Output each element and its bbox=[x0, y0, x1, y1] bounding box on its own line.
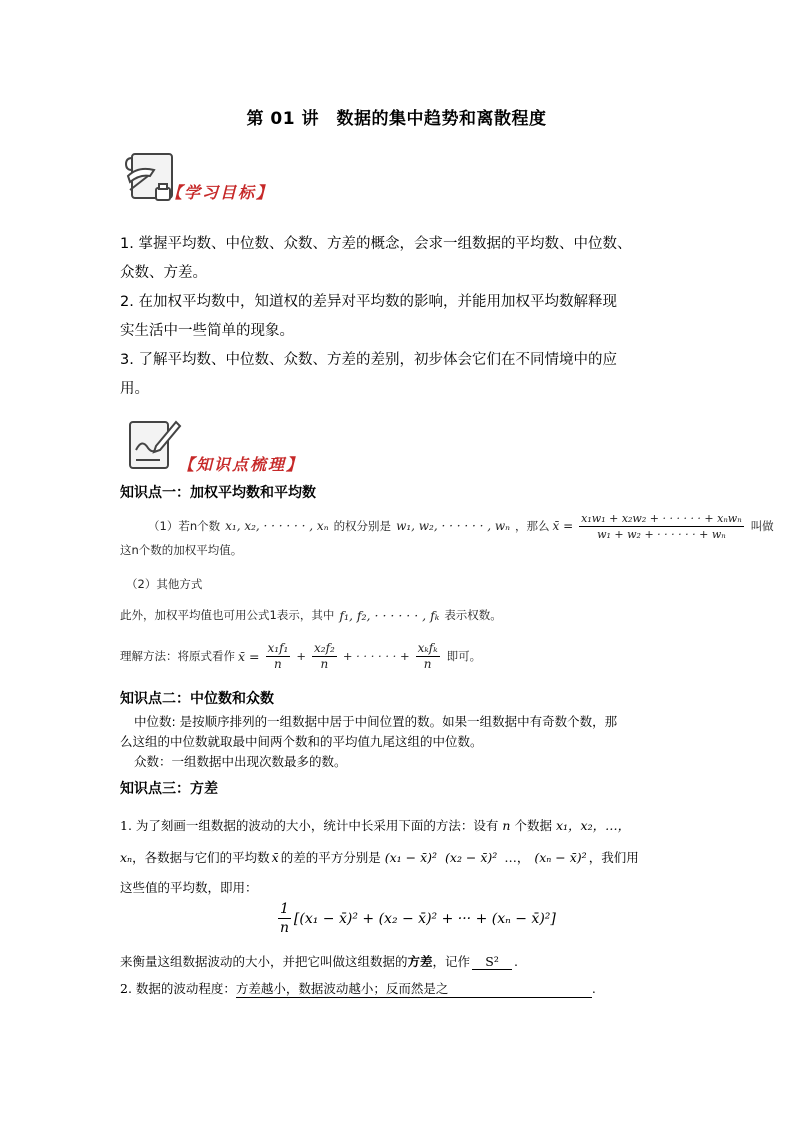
goals-banner-label: 【学习目标】 bbox=[166, 183, 275, 202]
k1-p4-num-2: x₂f₂ bbox=[313, 640, 335, 655]
k1-p1-c: ，那么 bbox=[515, 519, 550, 533]
goal-3-line-1: 3. 了解平均数、中位数、众数、方差的差别，初步体会它们在不同情境中的应 bbox=[120, 352, 617, 368]
page-title: 第 01 讲 数据的集中趋势和离散程度 bbox=[246, 109, 547, 129]
k3-l1-b: 个数据 bbox=[514, 818, 552, 833]
k1-p4-frac-3 bbox=[416, 641, 440, 672]
k3-line-5 bbox=[120, 979, 596, 998]
k1-p1-a: （1）若n个数 bbox=[148, 519, 221, 533]
k3-l2-xbar: x̄ bbox=[271, 850, 279, 865]
k3-l4-c: ，记作 bbox=[432, 954, 471, 969]
k3-l1-n: n bbox=[502, 818, 511, 833]
k2-line-2: 么这组的中位数就取最中间两个数和的平均值九尾这组的中位数。 bbox=[120, 734, 483, 749]
k1-para-4 bbox=[120, 638, 481, 674]
k3-l5-a: 2. 数据的波动程度： bbox=[120, 981, 236, 996]
k1-p3-b: 表示权数。 bbox=[444, 608, 502, 622]
notepad-pen-icon bbox=[126, 416, 182, 472]
k2-heading: 知识点二：中位数和众数 bbox=[120, 691, 274, 707]
k3-l1-c: x₁，x₂，…， bbox=[555, 818, 631, 833]
goal-1-line-2: 众数、方差。 bbox=[120, 265, 207, 281]
k1-p4-frac-2 bbox=[312, 641, 337, 672]
k3-line-3: 这些值的平均数，即用： bbox=[120, 880, 258, 895]
k1-p4-dots: + · · · · · · + bbox=[342, 649, 410, 663]
k1-p1-fraction bbox=[579, 511, 744, 542]
k3-l4-b: 方差 bbox=[407, 954, 433, 969]
k1-p4-num-3: xₖfₖ bbox=[417, 640, 438, 655]
k3-l5-blank: 方差越小，数据波动越小；反而然是之 bbox=[236, 979, 592, 998]
k1-heading: 知识点一：加权平均数和平均数 bbox=[120, 485, 316, 501]
k1-para-2: （2）其他方式 bbox=[126, 577, 203, 591]
variance-frac-den: n bbox=[279, 920, 289, 936]
k1-p4-den-3: n bbox=[423, 656, 432, 671]
k3-l2-d: ，我们用 bbox=[588, 850, 639, 865]
k3-heading: 知识点三：方差 bbox=[120, 781, 218, 797]
k1-p4-den-2: n bbox=[320, 656, 329, 671]
k1-p4-num-1: x₁f₁ bbox=[267, 640, 289, 655]
k3-l4-blank: S² bbox=[472, 954, 512, 970]
k3-l2-t1: (x₁ − x̄)² bbox=[384, 850, 438, 865]
k1-p1-b: 的权分别是 bbox=[333, 519, 392, 533]
k3-l2-t4: (xₙ − x̄)² bbox=[534, 850, 587, 865]
k1-p1-weights: w₁, w₂, · · · · · · , wₙ bbox=[396, 519, 511, 533]
knowledge-banner bbox=[126, 416, 426, 476]
goals-banner bbox=[122, 150, 422, 210]
learning-goals bbox=[120, 230, 690, 404]
goal-3-line-2: 用。 bbox=[120, 381, 149, 397]
k1-p4-a: 理解方法：将原式看作 bbox=[120, 649, 235, 663]
variance-frac-num: 1 bbox=[280, 901, 289, 917]
k1-p4-b: 即可。 bbox=[446, 649, 482, 663]
goal-2-line-2: 实生活中一些简单的现象。 bbox=[120, 323, 294, 339]
k1-p1-numerator: x₁w₁ + x₂w₂ + · · · · · · + xₙwₙ bbox=[581, 511, 742, 525]
k3-l2-b: ，各数据与它们的平均数 bbox=[132, 850, 270, 865]
k1-p4-den-1: n bbox=[274, 656, 282, 671]
k1-para-3 bbox=[120, 607, 502, 623]
k3-l2-t3: …， bbox=[504, 850, 530, 865]
goal-1-line-1: 1. 掌握平均数、中位数、众数、方差的概念，会求一组数据的平均数、中位数、 bbox=[120, 236, 632, 252]
variance-formula bbox=[275, 900, 556, 937]
k1-para-1 bbox=[148, 512, 774, 540]
k3-l2-c: 的差的平方分别是 bbox=[280, 850, 381, 865]
k1-p3-vars: f₁, f₂, · · · · · · , fₖ bbox=[339, 607, 440, 623]
goal-2-line-1: 2. 在加权平均数中，知道权的差异对平均数的影响，并能用加权平均数解释现 bbox=[120, 294, 617, 310]
k1-p1-line-2: 这n个数的加权平均值。 bbox=[120, 543, 243, 557]
k3-line-4 bbox=[120, 952, 518, 970]
k3-l1-a: 1. 为了刻画一组数据的波动的大小，统计中长采用下面的方法：设有 bbox=[120, 818, 499, 833]
k1-p1-denominator: w₁ + w₂ + · · · · · · + wₙ bbox=[597, 527, 726, 541]
k3-line-2 bbox=[120, 848, 639, 866]
knowledge-banner-label: 【知识点梳理】 bbox=[178, 455, 305, 474]
k3-l2-t2: (x₂ − x̄)² bbox=[445, 850, 498, 865]
k1-p3-a: 此外，加权平均值也可用公式1表示，其中 bbox=[120, 608, 335, 622]
k1-p4-plus: + bbox=[296, 649, 306, 663]
k3-l5-c: . bbox=[591, 981, 596, 996]
k3-l2-a: xₙ bbox=[120, 850, 133, 865]
k2-line-1: 中位数: 是按顺序排列的一组数据中居于中间位置的数。如果一组数据中有奇数个数，那 bbox=[134, 714, 618, 729]
k1-p4-frac-1 bbox=[266, 641, 291, 672]
k1-p1-d: 叫做 bbox=[750, 519, 774, 533]
k1-p4-lhs: x̄ = bbox=[238, 648, 260, 664]
k3-l4-a: 来衡量这组数据波动的大小，并把它叫做这组数据的 bbox=[120, 954, 408, 969]
k2-line-3: 众数：一组数据中出现次数最多的数。 bbox=[134, 754, 347, 769]
k1-p1-vars: x₁, x₂, · · · · · · , xₙ bbox=[225, 519, 329, 533]
variance-formula-body: [(x₁ − x̄)² + (x₂ − x̄)² + ··· + (xₙ − x̄)²] bbox=[293, 910, 556, 927]
k3-l4-d: . bbox=[514, 954, 519, 969]
variance-frac bbox=[278, 900, 291, 937]
k3-line-1 bbox=[120, 816, 630, 834]
k1-p1-lhs: x̄ = bbox=[552, 519, 574, 533]
